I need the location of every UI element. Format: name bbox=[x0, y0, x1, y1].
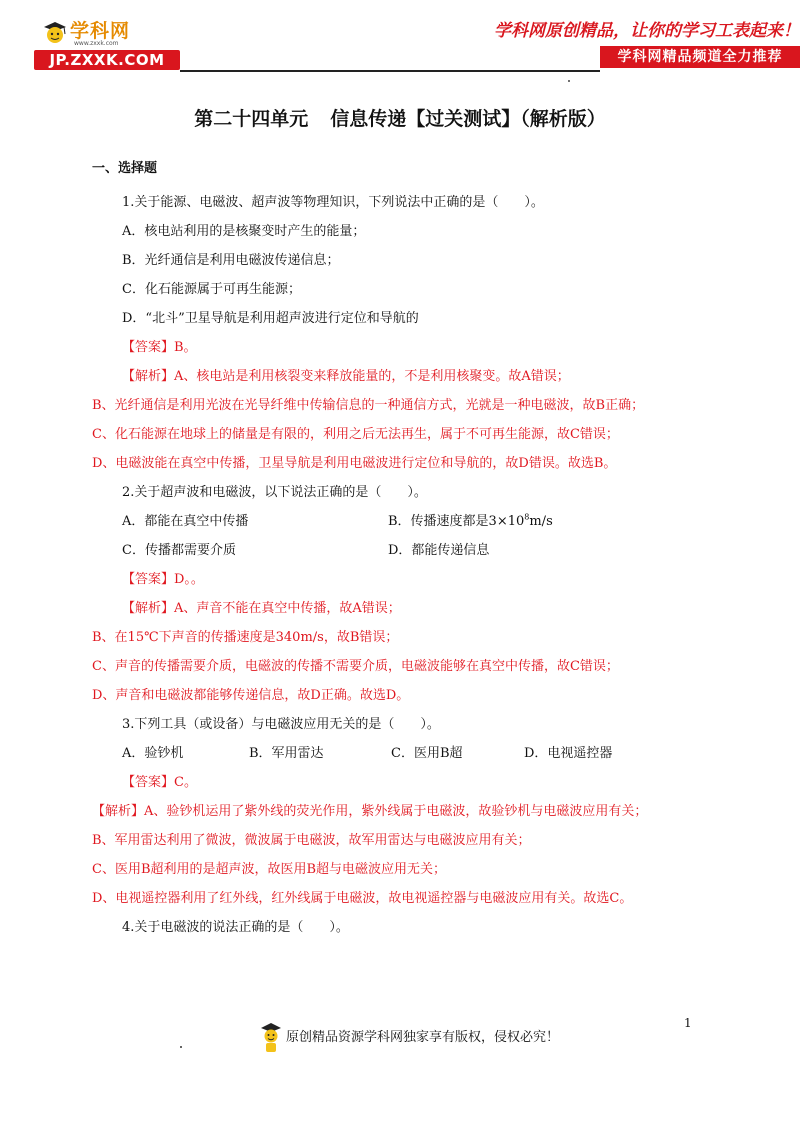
header-slogan: 学科网原创精品，让你的学习工表起来！ bbox=[494, 21, 800, 41]
option-a: A．核电站利用的是核聚变时产生的能量； bbox=[122, 224, 366, 239]
logo-url: www.zxxk.com bbox=[74, 40, 119, 47]
question-stem: 1.关于能源、电磁波、超声波等物理知识，下列说法中正确的是（ ）。 bbox=[122, 195, 544, 210]
explanation-line: 【解析】A、验钞机运用了紫外线的荧光作用，紫外线属于电磁波，故验钞机与电磁波应用有关； bbox=[92, 804, 648, 819]
decorative-dot bbox=[568, 80, 570, 82]
option-d: D．“北斗”卫星导航是利用超声波进行定位和导航的 bbox=[122, 311, 419, 326]
question-4 bbox=[122, 913, 712, 942]
page-header bbox=[0, 0, 800, 80]
option-b-text: B．传播速度都是3×10 bbox=[388, 514, 525, 529]
answer-line: 【答案】D。。 bbox=[122, 572, 204, 587]
question-stem: 4.关于电磁波的说法正确的是（ ）。 bbox=[122, 920, 349, 935]
option-d: D．都能传递信息 bbox=[388, 543, 490, 558]
option-b: B．军用雷达 bbox=[249, 746, 324, 761]
explanation-line: B、军用雷达利用了微波，微波属于电磁波，故军用雷达与电磁波应用有关； bbox=[92, 833, 531, 848]
logo-domain-bar: JP.ZXXK.COM bbox=[34, 50, 180, 70]
option-b-unit: m/s bbox=[529, 514, 553, 529]
explanation-line: 【解析】A、核电站是利用核裂变来释放能量的，不是利用核聚变。故A错误； bbox=[122, 369, 570, 384]
logo-name: 学科网 bbox=[70, 20, 131, 42]
section-heading: 一、选择题 bbox=[92, 161, 158, 176]
decorative-dot bbox=[180, 1046, 182, 1048]
options-row bbox=[122, 507, 712, 536]
title-unit: 第二十四单元 bbox=[194, 108, 309, 130]
option-b: B．光纤通信是利用电磁波传递信息； bbox=[122, 253, 340, 268]
explanation-line: C、化石能源在地球上的储量是有限的，利用之后无法再生，属于不可再生能源，故C错误； bbox=[92, 427, 619, 442]
mascot-icon bbox=[259, 1020, 283, 1054]
option-d: D．电视遥控器 bbox=[524, 746, 613, 761]
recommend-banner: 学科网精品频道全力推荐 bbox=[600, 46, 800, 68]
explanation-line: B、光纤通信是利用光波在光导纤维中传输信息的一种通信方式，光就是一种电磁波，故B正确； bbox=[92, 398, 645, 413]
option-c: C．传播都需要介质 bbox=[122, 543, 236, 558]
question-stem: 3.下列工具（或设备）与电磁波应用无关的是（ ）。 bbox=[122, 717, 440, 732]
explanation-line: 【解析】A、声音不能在真空中传播，故A错误； bbox=[122, 601, 401, 616]
option-a: A．都能在真空中传播 bbox=[122, 514, 249, 529]
zxxk-logo[interactable] bbox=[34, 14, 184, 70]
question-1 bbox=[92, 188, 712, 478]
header-divider bbox=[180, 70, 600, 72]
answer-line: 【答案】C。 bbox=[122, 775, 197, 790]
explanation-line: D、电磁波能在真空中传播，卫星导航是利用电磁波进行定位和导航的，故D错误。故选B。 bbox=[92, 456, 617, 471]
title-topic: 信息传递【过关测试】（解析版） bbox=[330, 108, 606, 130]
document-title bbox=[0, 104, 800, 131]
explanation-line: D、电视遥控器利用了红外线，红外线属于电磁波，故电视遥控器与电磁波应用有关。故选C。 bbox=[92, 891, 633, 906]
option-c: C．医用B超 bbox=[391, 746, 463, 761]
explanation-line: D、声音和电磁波都能够传递信息，故D正确。故选D。 bbox=[92, 688, 410, 703]
option-b-exponent: 8 bbox=[524, 512, 530, 522]
options-row bbox=[122, 739, 712, 768]
option-c: C．化石能源属于可再生能源； bbox=[122, 282, 301, 297]
mascot-icon bbox=[40, 18, 70, 48]
option-a: A．验钞机 bbox=[122, 746, 184, 761]
page-footer bbox=[0, 1014, 800, 1074]
option-b bbox=[388, 507, 553, 536]
options-row bbox=[122, 536, 712, 565]
answer-line: 【答案】B。 bbox=[122, 340, 197, 355]
document-body bbox=[92, 150, 712, 942]
page-number: 1 bbox=[684, 1016, 692, 1030]
question-stem: 2.关于超声波和电磁波，以下说法正确的是（ ）。 bbox=[122, 485, 427, 500]
explanation-line: B、在15℃下声音的传播速度是340m/s，故B错误； bbox=[92, 630, 399, 645]
explanation-line: C、医用B超利用的是超声波，故医用B超与电磁波应用无关； bbox=[92, 862, 447, 877]
question-3 bbox=[92, 710, 712, 913]
question-2 bbox=[92, 478, 712, 710]
explanation-line: C、声音的传播需要介质，电磁波的传播不需要介质，电磁波能够在真空中传播，故C错误； bbox=[92, 659, 619, 674]
copyright-notice: 原创精品资源学科网独家享有版权，侵权必究！ bbox=[286, 1030, 560, 1045]
